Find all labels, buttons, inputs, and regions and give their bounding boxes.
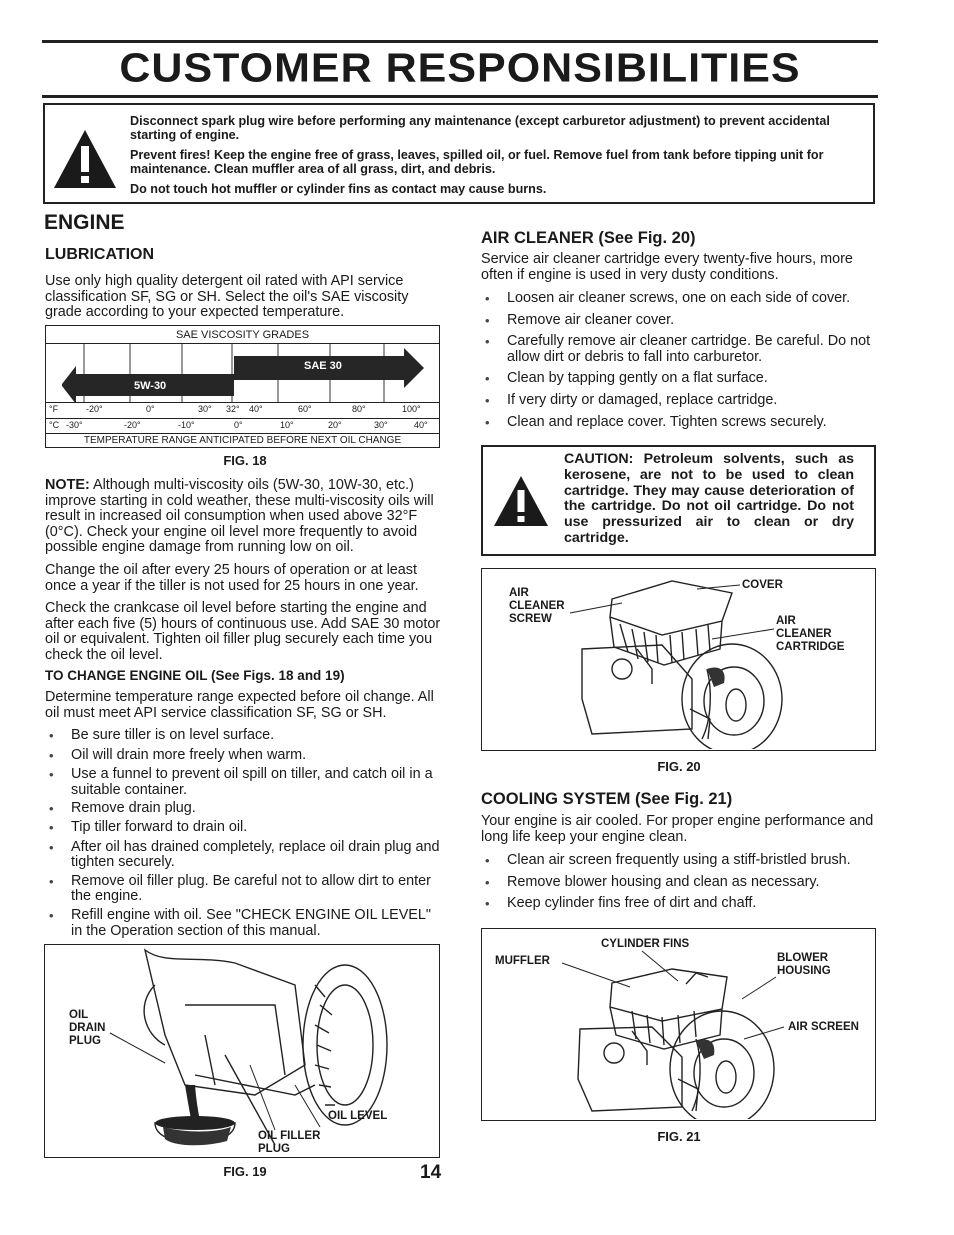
fig-21-cooling-system-illustration xyxy=(481,928,876,1121)
list-item: • Carefully remove air cleaner cartridge. Be careful. Do not allow dirt or debris to fall into carburetor. xyxy=(481,334,883,365)
fig-20-air-cleaner-illustration xyxy=(481,568,876,751)
f-tick: -20° xyxy=(86,404,103,414)
cover-label: COVER xyxy=(742,579,783,591)
lubrication-intro: Use only high quality detergent oil rated with API service classification SF, SG or SH. Select the oil's SAE viscosity grade according to your expected temperature. xyxy=(45,273,409,321)
oil-change-steps xyxy=(45,728,443,939)
oil-level-label: OIL LEVEL xyxy=(328,1110,388,1122)
list-item: • Be sure tiller is on level surface. xyxy=(45,728,443,744)
list-item: • Remove blower housing and clean as necessary. xyxy=(481,875,883,891)
c-tick: -20° xyxy=(124,420,141,430)
list-item: • Oil will drain more freely when warm. xyxy=(45,748,443,764)
oil-filler-plug-label: OIL FILLER PLUG xyxy=(258,1130,321,1155)
viscosity-chart-title: SAE VISCOSITY GRADES xyxy=(175,329,310,341)
oil-change-interval: Change the oil after every 25 hours of operation or at least once a year if the tiller is not used for 25 hours in one year. xyxy=(45,562,419,594)
warning-triangle-icon xyxy=(492,474,550,528)
f-tick: 40° xyxy=(249,404,263,414)
fahrenheit-unit: °F xyxy=(49,404,59,414)
fig-19-oil-drain-illustration xyxy=(44,944,440,1158)
warning-line-spark-plug: Disconnect spark plug wire before performing any maintenance (except carburetor adjustment) to prevent accidental starting of engine. xyxy=(130,114,830,142)
page-number: 14 xyxy=(420,1162,442,1183)
c-tick: 10° xyxy=(280,420,294,430)
list-item: • Remove oil filler plug. Be careful not to allow dirt to enter the engine. xyxy=(45,874,443,905)
f-tick: 100° xyxy=(402,404,421,414)
list-item: • Tip tiller forward to drain oil. xyxy=(45,820,443,836)
lubrication-heading: LUBRICATION xyxy=(45,246,155,263)
list-item: • Clean by tapping gently on a flat surface. xyxy=(481,371,883,387)
tiller-oil-drain-drawing xyxy=(45,945,438,1156)
warning-line-hot-muffler: Do not touch hot muffler or cylinder fins as contact may cause burns. xyxy=(130,182,547,196)
c-tick: 40° xyxy=(414,420,428,430)
viscosity-chart-footer: TEMPERATURE RANGE ANTICIPATED BEFORE NEXT OIL CHANGE xyxy=(83,435,402,446)
note-label: NOTE: xyxy=(45,477,90,493)
grade-sae30-label: SAE 30 xyxy=(304,360,342,372)
list-item: • Use a funnel to prevent oil spill on tiller, and catch oil in a suitable container. xyxy=(45,767,443,798)
cooling-system-steps xyxy=(481,853,883,912)
list-item: • Keep cylinder fins free of dirt and chaff. xyxy=(481,896,883,912)
c-tick: 0° xyxy=(234,420,243,430)
list-item: • If very dirty or damaged, replace cartridge. xyxy=(481,393,883,409)
f-tick: 32° xyxy=(226,404,240,414)
fig-18-label: FIG. 18 xyxy=(223,453,267,468)
caution-text: CAUTION: Petroleum solvents, such as kerosene, are not to be used to clean cartridge. They may cause deterioration of the cartridge. Do not oil cartridge. Do not use pressurized air to clean or dry cartridge. xyxy=(564,451,854,546)
note-paragraph: NOTE: Although multi-viscosity oils (5W-30, 10W-30, etc.) improve starting in cold weather, these multi-viscosity oils will result in increased oil consumption when used above 32°F (0°C). Check your engine oil level more frequently to avoid possible engine damage from running low on oil. xyxy=(45,477,434,556)
fig-21-label: FIG. 21 xyxy=(657,1129,701,1144)
c-tick: -10° xyxy=(178,420,195,430)
cooling-system-heading: COOLING SYSTEM (See Fig. 21) xyxy=(481,790,733,808)
f-tick: 80° xyxy=(352,404,366,414)
list-item: • Refill engine with oil. See "CHECK ENGINE OIL LEVEL" in the Operation section of this manual. xyxy=(45,908,443,939)
oil-drain-plug-label: OIL DRAIN PLUG xyxy=(69,1009,106,1047)
viscosity-chart xyxy=(45,325,440,448)
air-cleaner-intro: Service air cleaner cartridge every twenty-five hours, more often if engine is used in very dusty conditions. xyxy=(481,251,853,283)
air-cleaner-steps xyxy=(481,291,883,430)
grade-5w30-label: 5W-30 xyxy=(134,380,167,392)
blower-housing-label: BLOWER HOUSING xyxy=(777,952,831,977)
c-tick: 20° xyxy=(328,420,342,430)
title-rule-bottom xyxy=(42,95,878,98)
c-tick: -30° xyxy=(66,420,83,430)
celsius-unit: °C xyxy=(49,420,60,430)
fig-19-label: FIG. 19 xyxy=(223,1164,267,1179)
list-item: • Clean air screen frequently using a stiff-bristled brush. xyxy=(481,853,883,869)
c-tick: 30° xyxy=(374,420,388,430)
air-cleaner-screw-label: AIR CLEANER SCREW xyxy=(509,587,565,625)
cylinder-fins-label: CYLINDER FINS xyxy=(601,938,690,950)
list-item: • After oil has drained completely, replace oil drain plug and tighten securely. xyxy=(45,840,443,871)
air-cleaner-heading: AIR CLEANER (See Fig. 20) xyxy=(481,229,696,247)
muffler-label: MUFFLER xyxy=(495,955,550,967)
engine-heading: ENGINE xyxy=(44,211,125,234)
list-item: • Loosen air cleaner screws, one on each side of cover. xyxy=(481,291,883,307)
warning-line-fires: Prevent fires! Keep the engine free of grass, leaves, spilled oil, or fuel. Remove fuel from tank before tipping unit for maintenance. Clean muffler area of all grass, dirt, and debris. xyxy=(130,148,824,176)
list-item: • Clean and replace cover. Tighten screws securely. xyxy=(481,415,883,431)
air-screen-label: AIR SCREEN xyxy=(788,1021,859,1033)
to-change-oil-intro: Determine temperature range expected before oil change. All oil must meet API service classification SF, SG or SH. xyxy=(45,689,434,721)
list-item: • Remove drain plug. xyxy=(45,801,443,817)
air-cleaner-cartridge-label: AIR CLEANER CARTRIDGE xyxy=(776,615,845,653)
to-change-oil-heading: TO CHANGE ENGINE OIL (See Figs. 18 and 19) xyxy=(45,668,345,683)
title-rule-top xyxy=(42,40,878,43)
page-title: CUSTOMER RESPONSIBILITIES xyxy=(119,45,801,91)
f-tick: 30° xyxy=(198,404,212,414)
cooling-system-intro: Your engine is air cooled. For proper engine performance and long life keep your engine clean. xyxy=(481,813,874,845)
fig-20-label: FIG. 20 xyxy=(657,759,701,774)
viscosity-grade-bars xyxy=(46,344,438,402)
list-item: • Remove air cleaner cover. xyxy=(481,313,883,329)
f-tick: 60° xyxy=(298,404,312,414)
f-tick: 0° xyxy=(146,404,155,414)
oil-check-paragraph: Check the crankcase oil level before starting the engine and after each five (5) hours of continuous use. Add SAE 30 motor oil or equivalent. Tighten oil filler plug securely each time you check the oil level. xyxy=(45,600,441,663)
warning-triangle-icon xyxy=(52,128,118,190)
